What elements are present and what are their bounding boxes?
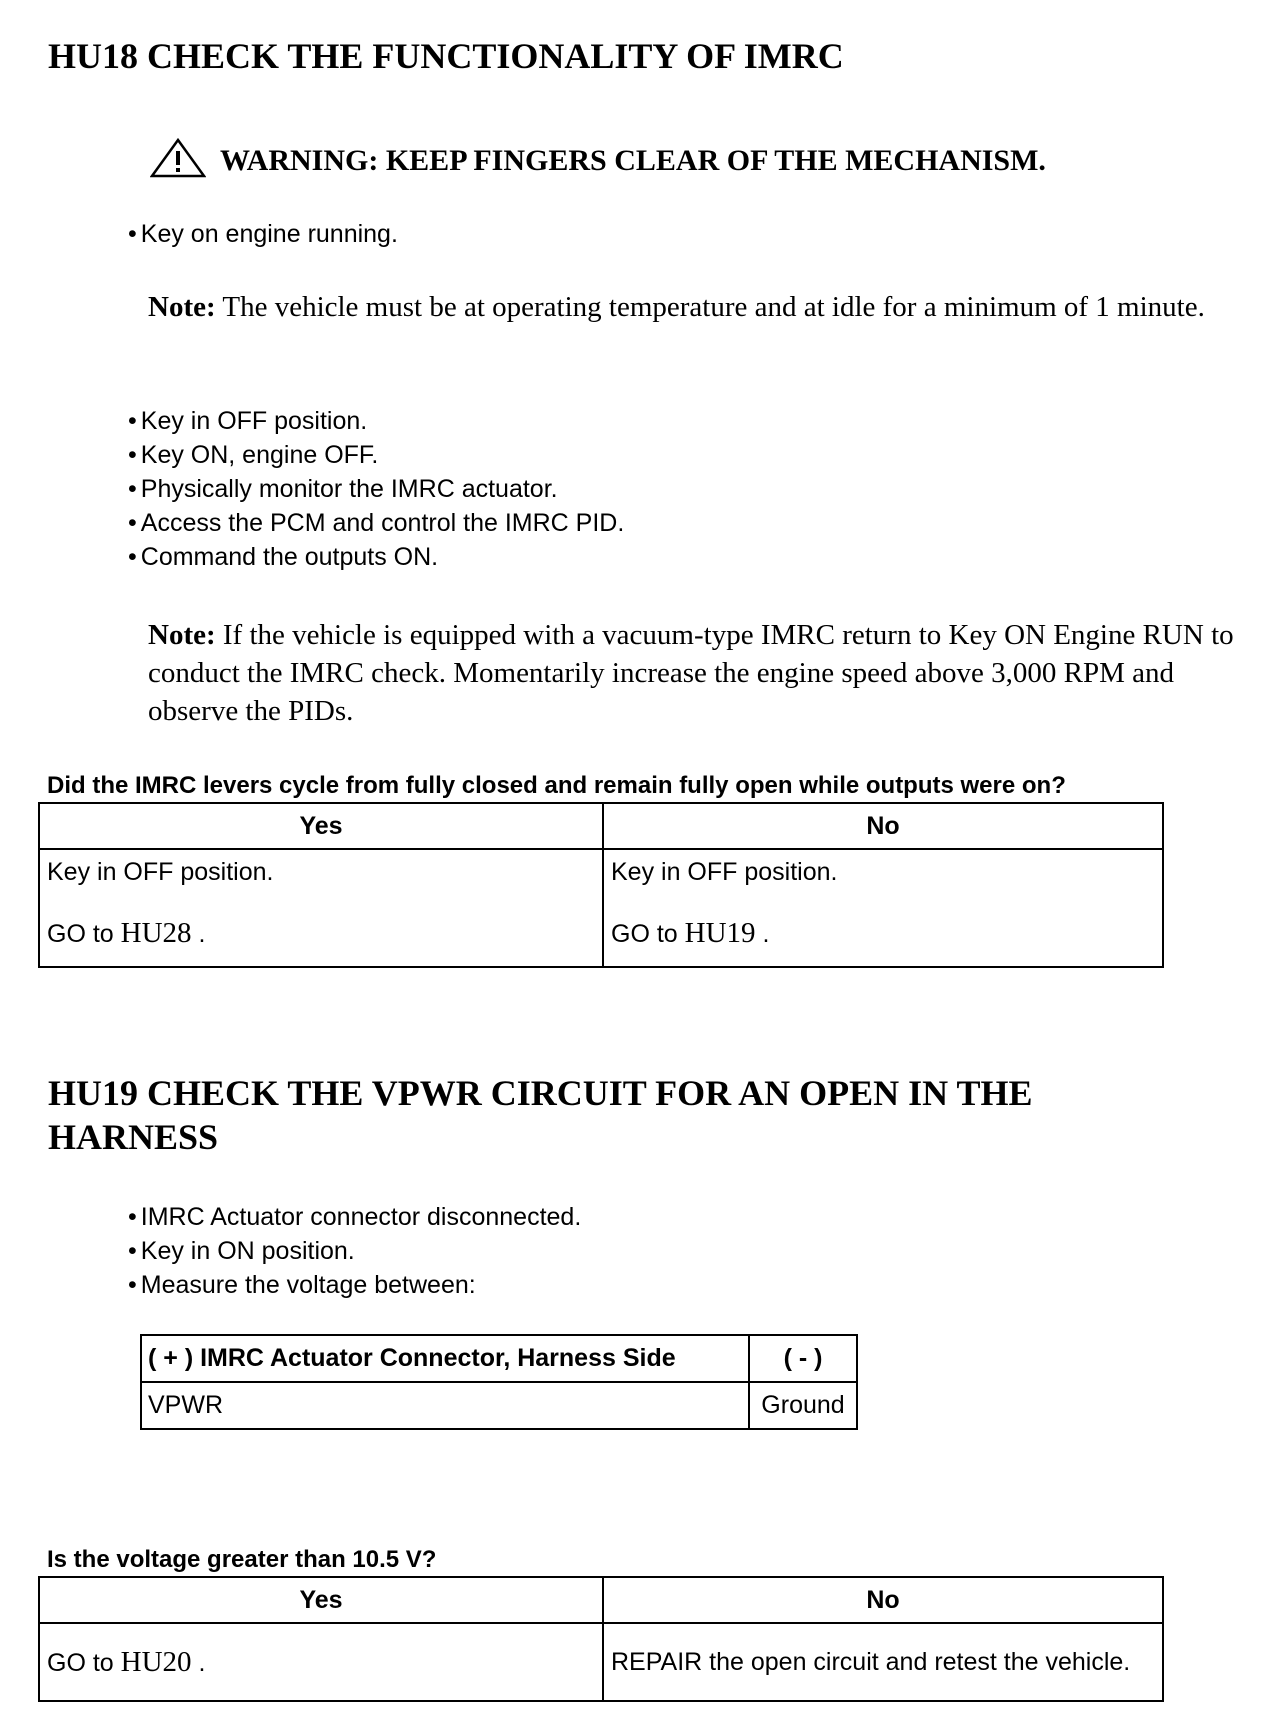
list-item: • Command the outputs ON. <box>128 540 624 574</box>
goto-link-hu20[interactable]: HU20 <box>120 1645 192 1678</box>
goto-end: . <box>755 920 770 948</box>
list-item: • Key in OFF position. <box>128 404 624 438</box>
step-list-2 <box>128 404 624 574</box>
goto-label: GO to <box>47 1648 121 1677</box>
question-hu18: Did the IMRC levers cycle from fully closed and remain fully open while outputs were on? <box>47 772 1066 799</box>
section-title-hu19 <box>48 1071 1032 1159</box>
yes-cell <box>39 1623 603 1701</box>
warning-banner <box>150 138 1046 178</box>
yes-header: Yes <box>39 803 603 849</box>
positive-terminal-value: VPWR <box>141 1382 749 1429</box>
no-header: No <box>603 1577 1163 1623</box>
goto-label: GO to <box>47 920 121 948</box>
no-header: No <box>603 803 1163 849</box>
no-cell <box>603 849 1163 967</box>
note-1 <box>148 288 1258 326</box>
no-cell: REPAIR the open circuit and retest the vehicle. <box>603 1623 1163 1701</box>
title-line: HARNESS <box>48 1117 219 1157</box>
yes-cell <box>39 849 603 967</box>
yes-instruction: Key in OFF position. <box>47 858 274 886</box>
note-text: The vehicle must be at operating temperature and at idle for a minimum of 1 minute. <box>215 291 1205 323</box>
goto-label: GO to <box>611 920 685 948</box>
goto-end: . <box>191 1648 206 1677</box>
list-item: • Key in ON position. <box>128 1234 581 1268</box>
goto-link-hu19[interactable]: HU19 <box>684 917 756 949</box>
title-line: HU19 CHECK THE VPWR CIRCUIT FOR AN OPEN IN THE <box>48 1073 1033 1113</box>
warning-triangle-icon <box>150 138 206 178</box>
question-hu19: Is the voltage greater than 10.5 V? <box>47 1546 437 1573</box>
goto-link-hu28[interactable]: HU28 <box>120 917 192 949</box>
negative-terminal-header: ( - ) <box>749 1335 857 1382</box>
goto-end: . <box>191 920 206 948</box>
note-label: Note: <box>148 291 216 323</box>
no-goto <box>611 917 1155 950</box>
yes-goto <box>47 917 595 950</box>
list-item: • Physically monitor the IMRC actuator. <box>128 472 624 506</box>
step-list-1 <box>128 217 398 251</box>
note-text: If the vehicle is equipped with a vacuum-type IMRC return to Key ON Engine RUN to conduct the IMRC check. Momentarily increase the engine speed above 3,000 RPM and observe the PIDs. <box>148 619 1234 727</box>
section-title-hu18: HU18 CHECK THE FUNCTIONALITY OF IMRC <box>48 36 844 76</box>
warning-text: WARNING: KEEP FINGERS CLEAR OF THE MECHANISM. <box>220 144 1046 177</box>
step-list-3 <box>128 1200 581 1302</box>
result-table-hu19 <box>38 1576 1164 1702</box>
list-item: • Key on engine running. <box>128 217 398 251</box>
measurement-table <box>140 1334 858 1430</box>
list-item: • IMRC Actuator connector disconnected. <box>128 1200 581 1234</box>
result-table-hu18 <box>38 802 1164 968</box>
note-label: Note: <box>148 619 216 651</box>
positive-terminal-header: ( + ) IMRC Actuator Connector, Harness Side <box>141 1335 749 1382</box>
yes-header: Yes <box>39 1577 603 1623</box>
list-item: • Access the PCM and control the IMRC PID. <box>128 506 624 540</box>
list-item: • Measure the voltage between: <box>128 1268 581 1302</box>
no-instruction: Key in OFF position. <box>611 858 838 886</box>
list-item: • Key ON, engine OFF. <box>128 438 624 472</box>
note-2 <box>148 616 1258 730</box>
negative-terminal-value: Ground <box>749 1382 857 1429</box>
